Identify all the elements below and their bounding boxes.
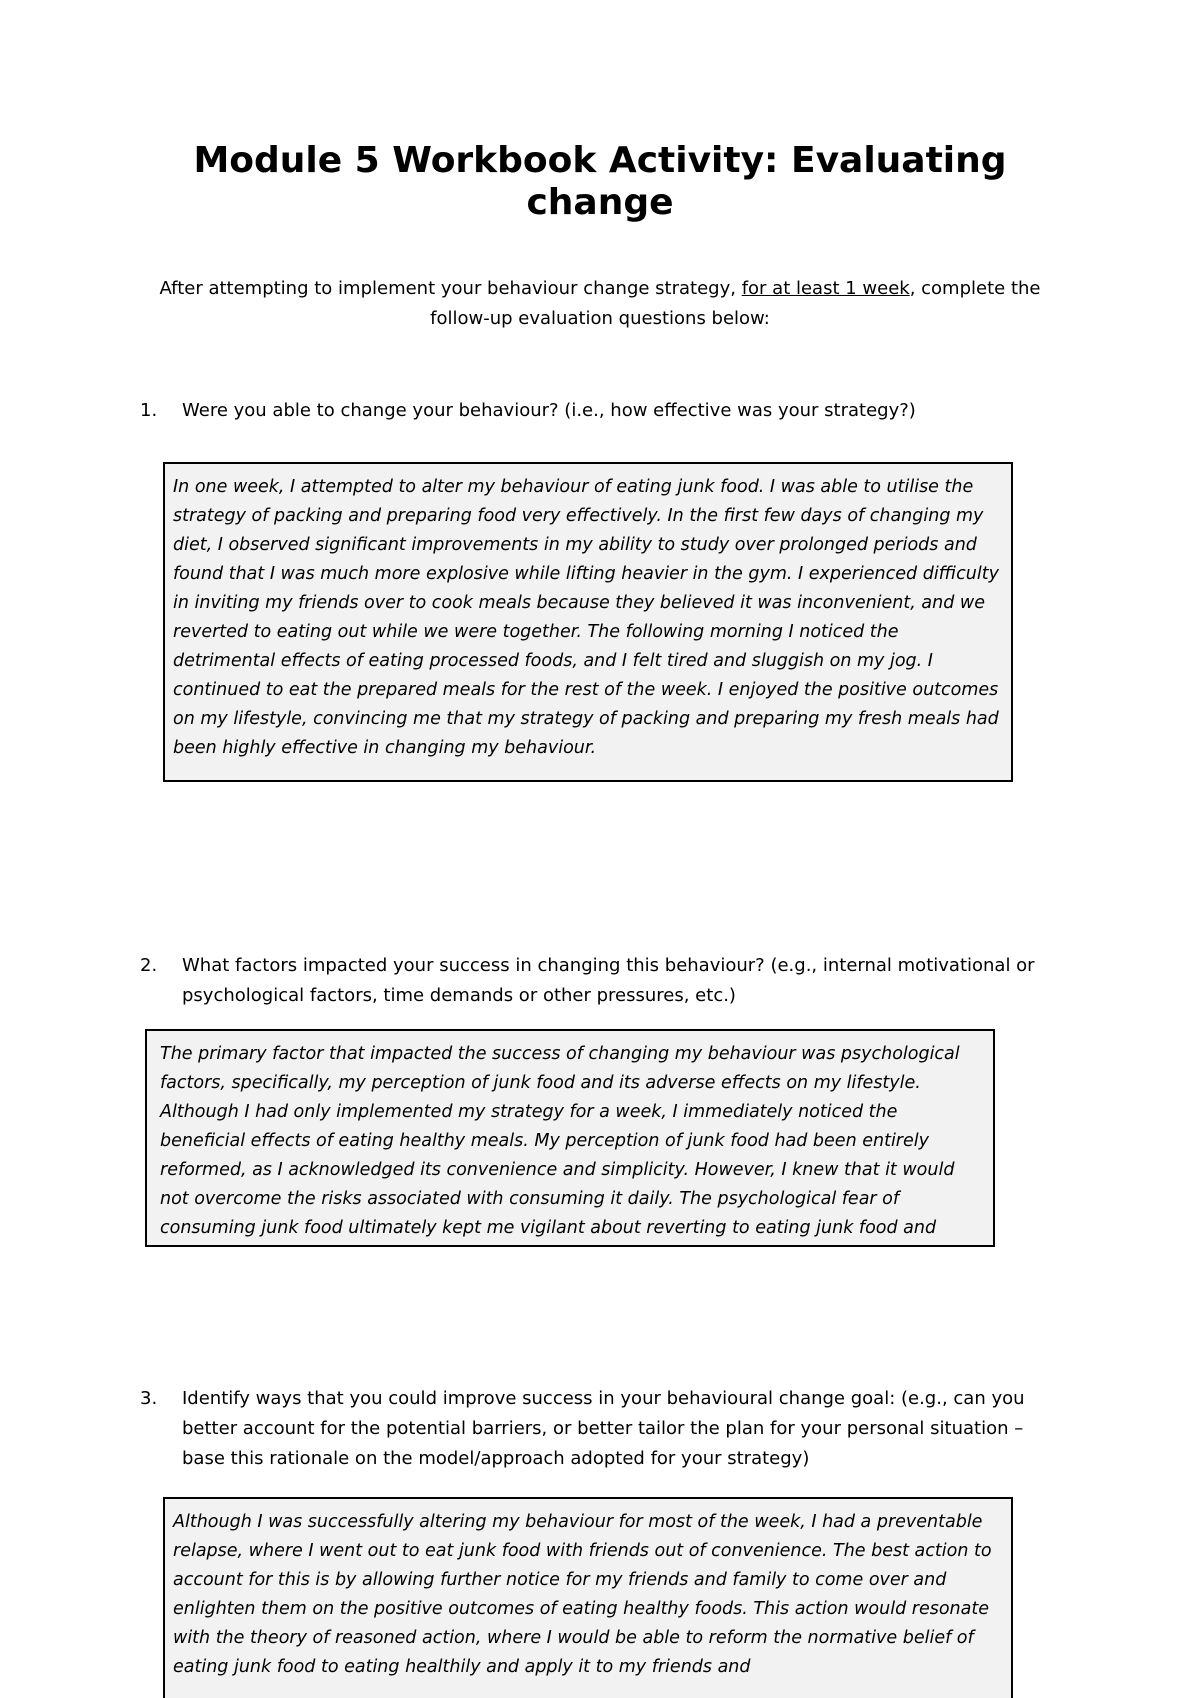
question-text: Were you able to change your behaviour? (i.e., how effective was your strategy?): [182, 400, 916, 421]
document-title: Module 5 Workbook Activity: Evaluating change: [193, 140, 1007, 223]
question-1: [140, 396, 1040, 426]
answer-box-1[interactable]: [163, 462, 1013, 782]
answer-box-3[interactable]: [163, 1497, 1013, 1698]
intro-paragraph: [150, 274, 1050, 334]
question-text: Identify ways that you could improve success in your behavioural change goal: (e.g., can you better account for the potential barriers, or better tailor the plan for your personal situation – base this rationale on the model/approach adopted for your strategy): [182, 1388, 1025, 1469]
answer-box-2[interactable]: [145, 1029, 995, 1247]
question-number: 2.: [140, 955, 158, 976]
intro-text-before: After attempting to implement your behaviour change strategy,: [159, 278, 742, 299]
question-2: [140, 951, 1040, 1011]
question-number: 3.: [140, 1388, 158, 1409]
question-number: 1.: [140, 400, 158, 421]
intro-text-after: , complete the follow-up evaluation questions below:: [430, 278, 1041, 329]
question-3: [140, 1384, 1040, 1474]
question-text: What factors impacted your success in changing this behaviour? (e.g., internal motivational or psychological factors, time demands or other pressures, etc.): [182, 955, 1035, 1006]
answer-text: In one week, I attempted to alter my behaviour of eating junk food. I was able to utilise the strategy of packing and preparing food very effectively. In the first few days of changing my diet, I observed significant improvements in my ability to study over prolonged periods and found that I was much more explosive while lifting heavier in the gym. I experienced difficulty in inviting my friends over to cook meals because they believed it was inconvenient, and we reverted to eating out while we were together. The following morning I noticed the detrimental effects of eating processed foods, and I felt tired and sluggish on my jog. I continued to eat the prepared meals for the rest of the week. I enjoyed the positive outcomes on my lifestyle, convincing me that my strategy of packing and preparing my fresh meals had been highly effective in changing my behaviour.: [173, 477, 999, 758]
answer-text: The primary factor that impacted the success of changing my behaviour was psychological factors, specifically, my perception of junk food and its adverse effects on my lifestyle. Although I had only implemented my strategy for a week, I immediately noticed the beneficial effects of eating healthy meals. My perception of junk food had been entirely reformed, as I acknowledged its convenience and simplicity. However, I knew that it would not overcome the risks associated with consuming it daily. The psychological fear of consuming junk food ultimately kept me vigilant about reverting to eating junk food and: [160, 1044, 960, 1238]
intro-underlined-text: for at least 1 week: [741, 278, 910, 299]
answer-text: Although I was successfully altering my behaviour for most of the week, I had a preventable relapse, where I went out to eat junk food with friends out of convenience. The best action to account for this is by allowing further notice for my friends and family to come over and enlighten them on the positive outcomes of eating healthy foods. This action would resonate with the theory of reasoned action, where I would be able to reform the normative belief of eating junk food to eating healthily and apply it to my friends and: [173, 1512, 992, 1677]
